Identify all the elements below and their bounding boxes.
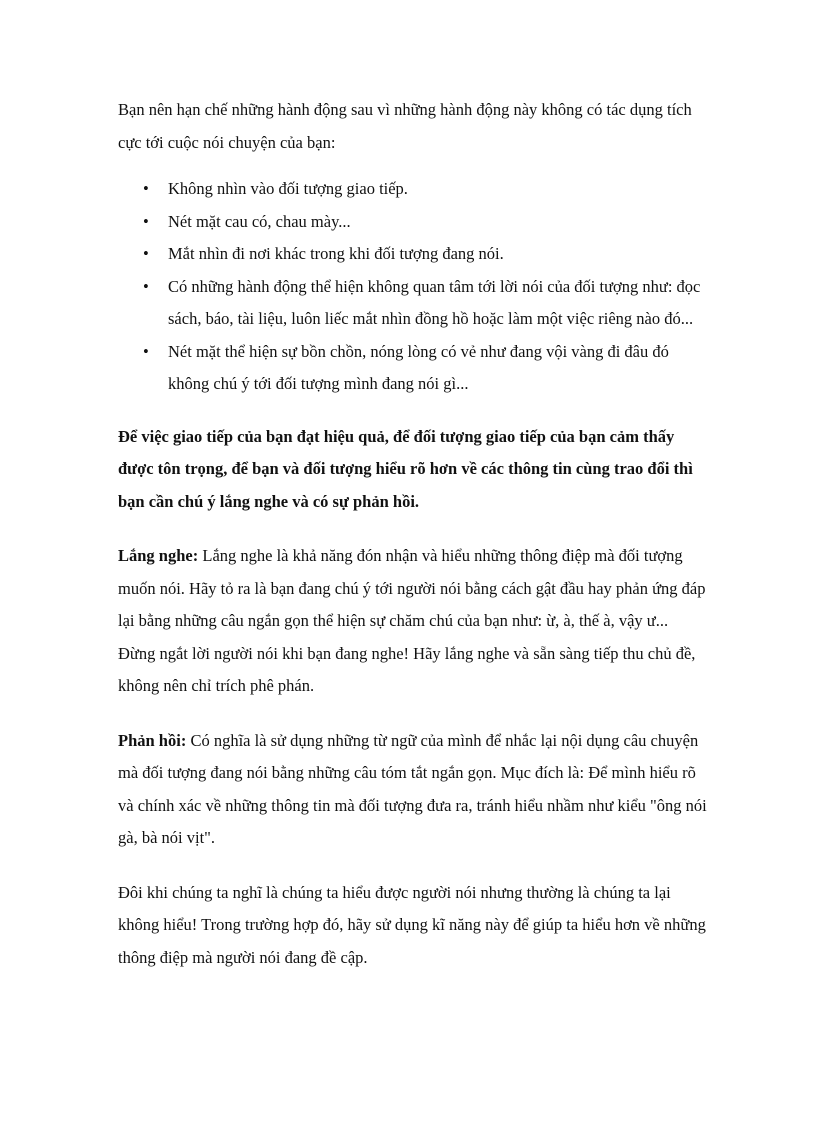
bullet-icon: • bbox=[143, 276, 149, 296]
list-item-text: Không nhìn vào đối tượng giao tiếp. bbox=[168, 179, 408, 198]
emphasis-paragraph: Để việc giao tiếp của bạn đạt hiệu quả, để đối tượng giao tiếp của bạn cảm thấy được tôn trọng, để bạn và đối tượng hiểu rõ hơn về các thông tin cùng trao đổi thì bạn cần chú ý lắng nghe và có sự phản hồi. bbox=[118, 426, 693, 511]
document-page bbox=[118, 94, 708, 974]
feedback-text: Có nghĩa là sử dụng những từ ngữ của mình để nhắc lại nội dụng câu chuyện mà đối tượng đang nói bằng những câu tóm tắt ngắn gọn. Mục đích là: Để mình hiểu rõ và chính xác về những thông tin mà đối tượng đưa ra, tránh hiểu nhầm như kiểu "ông nói gà, bà nói vịt". bbox=[118, 730, 707, 847]
list-item-text: Nét mặt thể hiện sự bồn chồn, nóng lòng có vẻ như đang vội vàng đi đâu đó không chú ý tới đối tượng mình đang nói gì... bbox=[168, 341, 669, 393]
listening-text: Lắng nghe là khả năng đón nhận và hiểu những thông điệp mà đối tượng muốn nói. Hãy tỏ ra là bạn đang chú ý tới người nói bằng cách gật đầu hay phản ứng đáp lại bằng những câu ngắn gọn thể hiện sự chăm chú của bạn như: ừ, à, thế à, vậy ư... Đừng ngắt lời người nói khi bạn đang nghe! Hãy lắng nghe và sẵn sàng tiếp thu chủ đề, không nên chỉ trích phê phán. bbox=[118, 546, 706, 695]
bullet-icon: • bbox=[143, 179, 149, 198]
list-item bbox=[143, 238, 708, 271]
bullet-icon: • bbox=[143, 341, 149, 361]
bullet-icon: • bbox=[143, 211, 149, 231]
list-item bbox=[143, 271, 708, 336]
list-item bbox=[143, 336, 708, 401]
listening-paragraph bbox=[118, 540, 708, 703]
list-item-text: Có những hành động thể hiện không quan tâm tới lời nói của đối tượng như: đọc sách, báo, tài liệu, luôn liếc mắt nhìn đồng hồ hoặc làm một việc riêng nào đó... bbox=[168, 276, 701, 328]
list-item-text: Mắt nhìn đi nơi khác trong khi đối tượng đang nói. bbox=[168, 244, 504, 263]
avoid-actions-list bbox=[118, 173, 708, 401]
list-item bbox=[143, 173, 708, 206]
intro-paragraph: Bạn nên hạn chế những hành động sau vì những hành động này không có tác dụng tích cực tới cuộc nói chuyện của bạn: bbox=[118, 100, 692, 152]
list-item bbox=[143, 206, 708, 239]
list-item-text: Nét mặt cau có, chau mày... bbox=[168, 211, 351, 231]
feedback-paragraph bbox=[118, 725, 708, 855]
listening-term: Lắng nghe: bbox=[118, 546, 199, 565]
bullet-icon: • bbox=[143, 244, 149, 263]
feedback-term: Phản hồi: bbox=[118, 730, 187, 750]
closing-paragraph: Đôi khi chúng ta nghĩ là chúng ta hiểu được người nói nhưng thường là chúng ta lại không hiểu! Trong trường hợp đó, hãy sử dụng kĩ năng này để giúp ta hiểu hơn về những thông điệp mà người nói đang đề cập. bbox=[118, 882, 706, 967]
